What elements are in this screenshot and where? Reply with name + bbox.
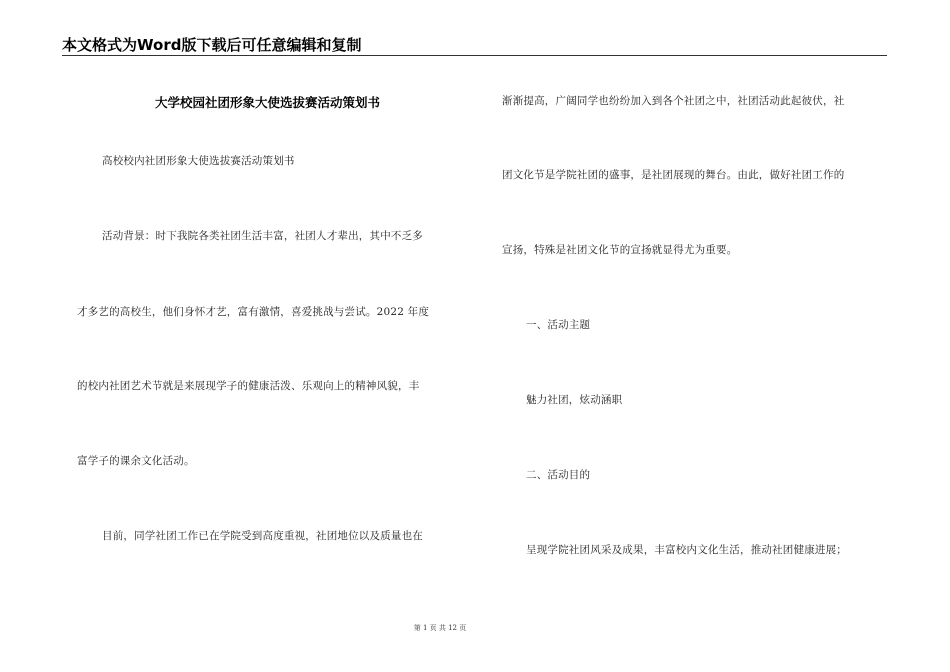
left-paragraph-line: 才多艺的高校生，他们身怀才艺，富有激情，喜爱挑战与尝试。2022 年度: [77, 306, 430, 318]
document-title: 大学校园社团形象大使选拔赛活动策划书: [154, 95, 380, 110]
right-paragraph-line: 呈现学院社团风采及成果，丰富校内文化生活，推动社团健康进展；: [526, 544, 847, 556]
section-heading: 一、活动主题: [526, 319, 591, 331]
left-paragraph-line: 活动背景：时下我院各类社团生活丰富，社团人才辈出，其中不乏多: [102, 230, 423, 242]
right-paragraph-line: 宣扬，特殊是社团文化节的宣扬就显得尤为重要。: [502, 244, 738, 256]
right-paragraph-line: 团文化节是学院社团的盛事，是社团展现的舞台。由此，做好社团工作的: [502, 169, 845, 181]
header-rule: [62, 55, 887, 56]
page-number: 第 1 页 共 12 页: [413, 624, 467, 632]
right-paragraph-line: 魅力社团，炫动涵职: [526, 394, 623, 406]
left-paragraph-line: 目前，同学社团工作已在学院受到高度重视，社团地位以及质量也在: [102, 530, 423, 542]
right-paragraph-line: 渐渐提高，广阔同学也纷纷加入到各个社团之中，社团活动此起彼伏，社: [502, 95, 845, 107]
left-paragraph-line: 的校内社团艺术节就是来展现学子的健康活泼、乐观向上的精神风貌，丰: [77, 380, 420, 392]
left-paragraph-line: 高校校内社团形象大使选拔赛活动策划书: [102, 155, 295, 167]
download-banner: 本文格式为Word版下载后可任意编辑和复制: [62, 36, 362, 54]
section-heading: 二、活动目的: [526, 469, 591, 481]
left-paragraph-line: 富学子的课余文化活动。: [77, 455, 195, 467]
